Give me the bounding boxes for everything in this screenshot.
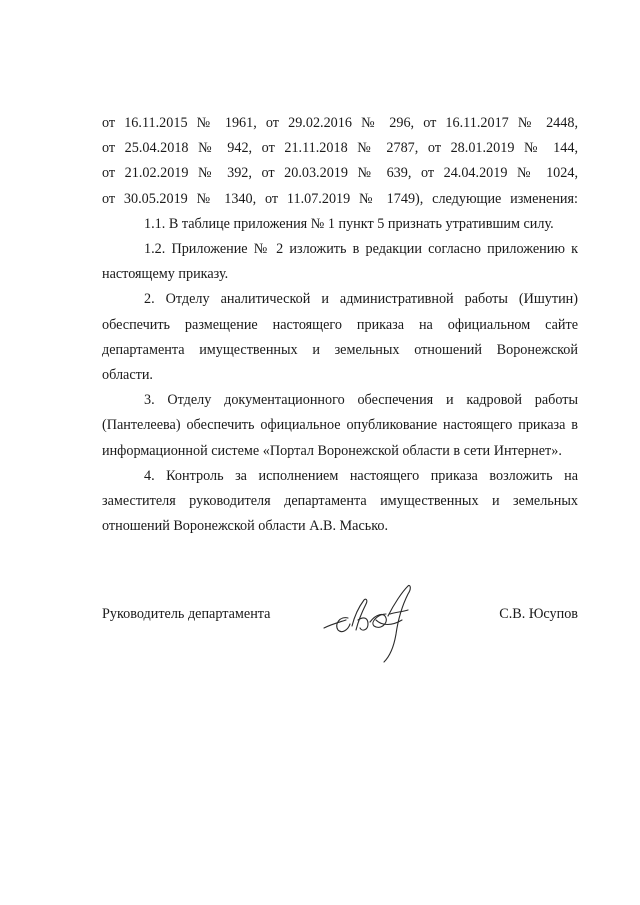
text-line: 1.1. В таблице приложения № 1 пункт 5 признать утратившим силу. <box>144 215 554 232</box>
text-line: области. <box>102 367 153 384</box>
text-line: заместителя руководителя департамента имущественных и земельных <box>102 493 578 510</box>
text-line: отношений Воронежской области А.В. Масько. <box>102 518 389 535</box>
text-line: от 30.05.2019 № 1340, от 11.07.2019 № 1749), следующие изменения: <box>102 190 578 207</box>
text-line: от 16.11.2015 № 1961, от 29.02.2016 № 296, от 16.11.2017 № 2448, <box>102 115 578 131</box>
signatory-title: Руководитель департамента <box>102 606 271 622</box>
paragraph-item-2 <box>102 287 578 388</box>
text-line: департамента имущественных и земельных отношений Воронежской <box>102 341 578 358</box>
paragraph-item-1-2 <box>102 237 578 287</box>
text-line: от 25.04.2018 № 942, от 21.11.2018 № 2787, от 28.01.2019 № 144, <box>102 140 578 157</box>
text-line: от 21.02.2019 № 392, от 20.03.2019 № 639, от 24.04.2019 № 1024, <box>102 165 578 182</box>
signature-block <box>102 606 578 636</box>
text-line: настоящему приказу. <box>102 266 229 283</box>
text-line: информационной системе «Портал Воронежской области в сети Интернет». <box>102 442 562 459</box>
text-line: (Пантелеева) обеспечить официальное опубликование настоящего приказа в <box>102 417 578 434</box>
paragraph-amendment-list <box>102 111 578 212</box>
paragraph-item-1-1 <box>102 212 578 237</box>
text-line: 1.2. Приложение № 2 изложить в редакции согласно приложению к <box>144 241 578 258</box>
text-line: 3. Отделу документационного обеспечения и кадровой работы <box>144 392 578 409</box>
text-line: 4. Контроль за исполнением настоящего приказа возложить на <box>144 467 578 484</box>
signatory-name: С.В. Юсупов <box>499 606 578 622</box>
document-body <box>102 111 578 539</box>
text-line: 2. Отделу аналитической и административной работы (Ишутин) <box>144 291 578 308</box>
paragraph-item-4 <box>102 464 578 540</box>
text-line: обеспечить размещение настоящего приказа на официальном сайте <box>102 316 578 333</box>
paragraph-item-3 <box>102 388 578 464</box>
